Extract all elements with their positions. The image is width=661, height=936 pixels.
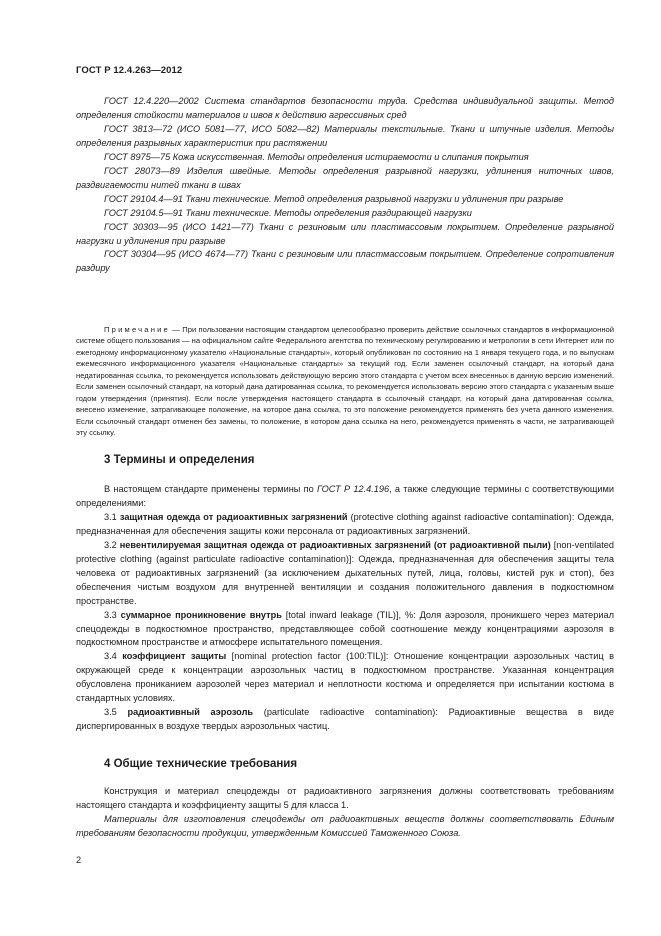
- term-number: 3.1: [104, 511, 120, 522]
- term-number: 3.3: [104, 609, 121, 620]
- reference-item: ГОСТ 30304—95 (ИСО 4674—77) Ткани с резиновым или пластмассовым покрытием. Определение сопротивления раздиру: [76, 249, 614, 274]
- term-name: радиоактивный аэрозоль: [127, 707, 254, 718]
- reference-item: ГОСТ 3813—72 (ИСО 5081—77, ИСО 5082—82) Материалы текстильные. Ткани и штучные изделия. Методы определения разрывных характеристик при растяжении: [76, 123, 614, 148]
- note-text: — При пользовании настоящим стандартом целесообразно проверить действие ссылочных стандартов в информационной системе общего пользования — на официальном сайте Федерального агентства по техническому регулированию и метрологии в сети Интернет или по ежегодному информационному указателю «Национальные стандарты», который опубликован по состоянию на 1 января текущего года, и по выпускам ежемесячного информационного указателя «Национальные стандарты» за текущий год. Если заменен ссылочный стандарт, на который дана недатированная ссылка, то рекомендуется использовать действующую версию этого стандарта с учетом всех внесенных в данную версию изменений. Если заменен ссылочный стандарт, на который дана датированная ссылка, то рекомендуется использовать версию этого стандарта с указанным выше годом утверждения (принятия). Если после утверждения настоящего стандарта в ссылочный стандарт, на который дана датированная ссылка, внесено изменение, затрагивающее положение, на которое дана ссылка, то это положение рекомендуется применять без учета данного изменения. Если ссылочный стандарт отменен без замены, то положение, в котором дана ссылка на него, рекомендуется применять в части, не затрагивающей эту ссылку.: [76, 325, 614, 438]
- reference-item: ГОСТ 12.4.220—2002 Система стандартов безопасности труда. Средства индивидуальной защиты. Метод определения стойкости материалов и швов к действию агрессивных сред: [76, 96, 614, 120]
- normative-references: [76, 95, 614, 276]
- reference-item: ГОСТ 30303—95 (ИСО 1421—77) Ткани с резиновым или пластмассовым покрытием. Определение разрывной нагрузки и удлинения при разрыве: [76, 221, 614, 246]
- term-definition: (particulate radioactive contamination): Радиоактивные вещества в виде диспергированных в воздухе твердых аэрозольных частиц.: [76, 707, 614, 732]
- term-name: суммарное проникновение внутрь: [120, 609, 282, 620]
- section-4-paragraph-italic: [76, 813, 614, 841]
- term-3-4: [76, 650, 614, 706]
- section-3-intro: [76, 483, 614, 511]
- page-number: 2: [76, 855, 82, 865]
- term-definition: [non-ventilated protective clothing (against particulate radioactive contamination)]: Одежда, предназначенная для обеспечения защиты тела человека от радиоактивных загрязнений (за исключением дыхательных путей, лица, головы, кистей рук и стоп), без обеспечения чистым воздухом для внутренней вентиляции и создания положительного давления в подкостюмном пространстве.: [76, 539, 614, 606]
- note-lead: Примечание: [104, 325, 170, 334]
- reference-item: ГОСТ 29104.4—91 Ткани технические. Метод определения разрывной нагрузки и удлинения при разрыве: [104, 193, 564, 204]
- intro-text-end: , а также следующие термины с соответствующими определениями:: [76, 484, 615, 508]
- section-4-heading: 4 Общие технические требования: [104, 758, 298, 770]
- term-name: невентилируемая защитная одежда от радиоактивных загрязнений (от радиоактивной пыли): [119, 539, 551, 550]
- term-definition: (protective clothing against radioactive contamination): Одежда, предназначенная для обеспечения защиты кожи персонала от радиоактивных загрязнений.: [76, 511, 614, 536]
- term-name: защитная одежда от радиоактивных загрязнений: [119, 511, 348, 522]
- section-3-body: [76, 483, 614, 734]
- term-3-1: [76, 511, 614, 539]
- reference-item: ГОСТ 28073—89 Изделия швейные. Методы определения разрывной нагрузки, удлинения ниточных швов, раздвигаемости нитей ткани в швах: [76, 165, 614, 190]
- term-3-3: [76, 609, 614, 651]
- term-number: 3.5: [104, 707, 128, 718]
- intro-text: В настоящем стандарте применены термины по: [104, 484, 317, 494]
- term-definition: [total inward leakage (TIL)], %: Доля аэрозоля, проникшего через материал спецодежды в подкостюмное пространство, представляющее собой соотношение между концентрациями аэрозоля в подкостюмном пространстве и атмосфере испытательного помещения.: [76, 609, 614, 648]
- term-3-2: [76, 539, 614, 609]
- intro-reference: ГОСТ Р 12.4.196: [316, 484, 390, 494]
- reference-item: ГОСТ 29104.5—91 Ткани технические. Методы определения раздирающей нагрузки: [104, 207, 472, 218]
- note-paragraph: [76, 324, 614, 439]
- term-name: коэффициент защиты: [122, 651, 227, 662]
- document-header: ГОСТ Р 12.4.263—2012: [76, 65, 183, 76]
- term-number: 3.4: [104, 651, 123, 662]
- section-4-body: [76, 785, 614, 841]
- italic-text: Материалы для изготовления спецодежды от радиоактивных веществ должны соответствовать Единым требованиям безопасности продукции, утвержденным Комиссией Таможенного Союза.: [76, 813, 614, 838]
- reference-item: ГОСТ 8975—75 Кожа искусственная. Методы определения истираемости и слипания покрытия: [104, 151, 529, 162]
- term-definition: [nominal protection factor (100:TIL)]: Отношение концентрации аэрозольных частиц в окружающей среде к концентрации аэрозольных частиц в подкостюмном пространстве. Указанная концентрация обусловлена прониканием аэрозолей через материал и неплотности костюма и определяется при испытании костюма в стандартных условиях.: [76, 651, 614, 704]
- term-number: 3.2: [104, 539, 120, 550]
- term-3-5: [76, 706, 614, 734]
- section-4-paragraph: Конструкция и материал спецодежды от радиоактивного загрязнения должны соответствовать требованиям настоящего стандарта и коэффициенту защиты 5 для класса 1.: [76, 786, 614, 810]
- section-3-heading: 3 Термины и определения: [104, 454, 255, 466]
